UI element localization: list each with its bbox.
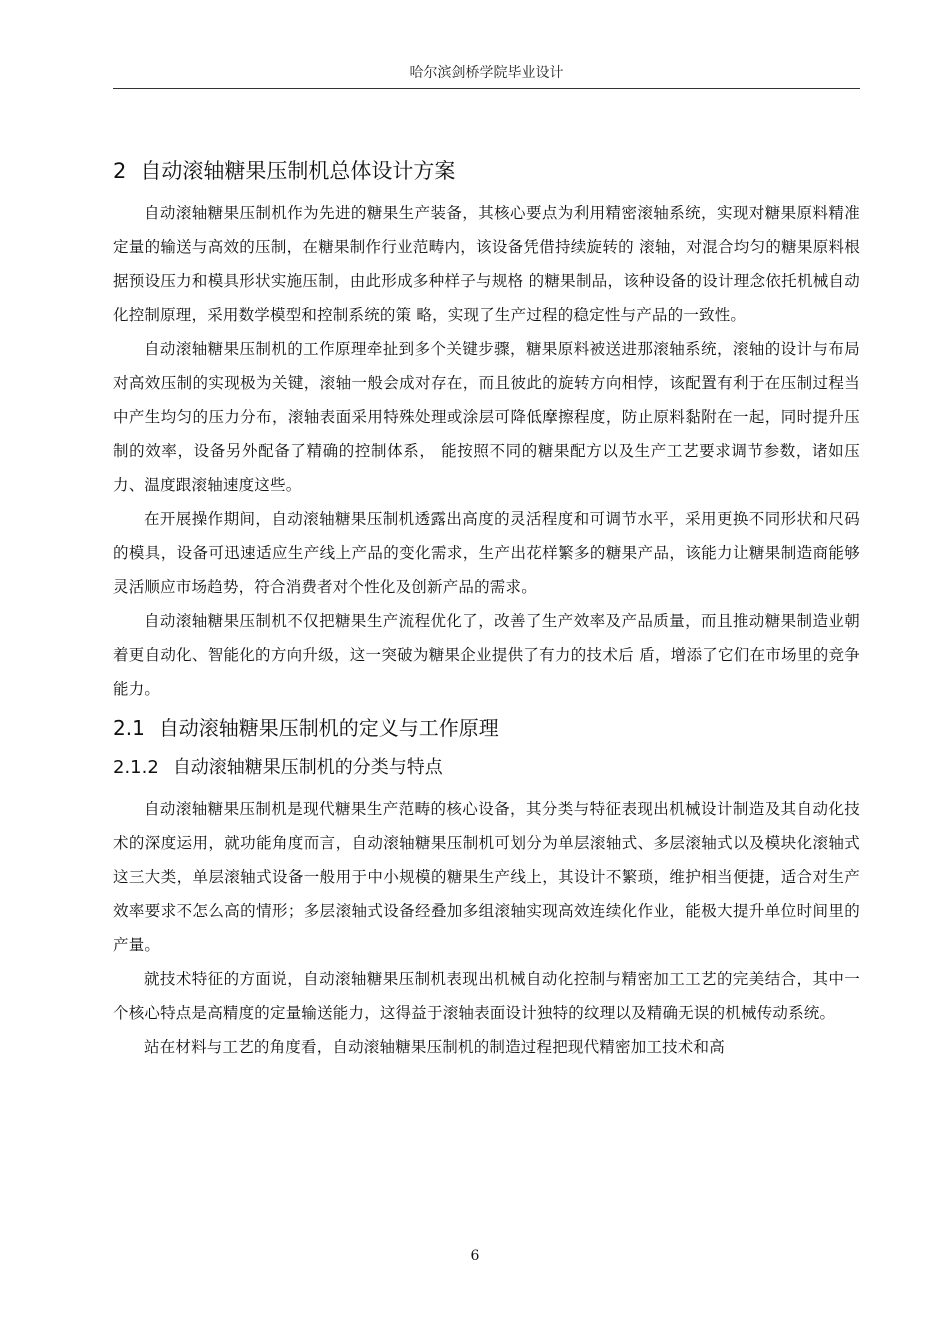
paragraph: 在开展操作期间，自动滚轴糖果压制机透露出高度的灵活程度和可调节水平，采用更换不同形状和尺码的模具，设备可迅速适应生产线上产品的变化需求，生产出花样繁多的糖果产品，该能力让糖果制造商能够灵活顺应市场趋势，符合消费者对个性化及创新产品的需求。: [113, 510, 860, 596]
paragraph: 自动滚轴糖果压制机的工作原理牵扯到多个关键步骤，糖果原料被送进那滚轴系统，滚轴的设计与布局对高效压制的实现极为关键，滚轴一般会成对存在，而且彼此的旋转方向相悖，该配置有利于在压制过程当中产生均匀的压力分布，滚轴表面采用特殊处理或涂层可降低摩擦程度，防止原料黏附在一起，同时提升压制的效率，设备另外配备了精确的控制体系， 能按照不同的糖果配方以及生产工艺要求调节参数，诸如压力、温度跟滚轴速度这些。: [113, 340, 860, 494]
paragraph: 自动滚轴糖果压制机不仅把糖果生产流程优化了，改善了生产效率及产品质量，而且推动糖果制造业朝着更自动化、智能化的方向升级，这一突破为糖果企业提供了有力的技术后 盾，增添了它们在市场里的竞争能力。: [113, 612, 860, 698]
section-heading: [113, 154, 860, 188]
subsection-heading: [113, 710, 860, 746]
paragraph: 站在材料与工艺的角度看，自动滚轴糖果压制机的制造过程把现代精密加工技术和高: [144, 1038, 725, 1056]
page-number: 6: [470, 1248, 480, 1264]
subsection-number: 2.1: [113, 716, 145, 740]
page-body: [113, 150, 860, 1064]
section-title: 自动滚轴糖果压制机总体设计方案: [140, 159, 456, 183]
subsection-title: 自动滚轴糖果压制机的定义与工作原理: [158, 716, 499, 740]
paragraph: 就技术特征的方面说，自动滚轴糖果压制机表现出机械自动化控制与精密加工工艺的完美结合，其中一个核心特点是高精度的定量输送能力，这得益于滚轴表面设计独特的纹理以及精确无误的机械传动系统。: [113, 970, 860, 1022]
subsubsection-number: 2.1.2: [113, 757, 159, 778]
subsubsection-heading: [113, 750, 860, 786]
header-divider: [113, 88, 860, 89]
section-number: 2: [113, 159, 127, 183]
running-header: 哈尔滨剑桥学院毕业设计: [409, 65, 564, 81]
paragraph: 自动滚轴糖果压制机作为先进的糖果生产装备，其核心要点为利用精密滚轴系统，实现对糖果原料精准定量的输送与高效的压制，在糖果制作行业范畴内，该设备凭借持续旋转的 滚轴，对混合均匀的糖果原料根据预设压力和模具形状实施压制，由此形成多种样子与规格 的糖果制品，该种设备的设计理念依托机械自动化控制原理，采用数学模型和控制系统的策 略，实现了生产过程的稳定性与产品的一致性。: [113, 204, 860, 324]
subsubsection-title: 自动滚轴糖果压制机的分类与特点: [172, 757, 443, 778]
paragraph: 自动滚轴糖果压制机是现代糖果生产范畴的核心设备，其分类与特征表现出机械设计制造及其自动化技术的深度运用，就功能角度而言，自动滚轴糖果压制机可划分为单层滚轴式、多层滚轴式以及模块化滚轴式这三大类，单层滚轴式设备一般用于中小规模的糖果生产线上，其设计不繁琐，维护相当便捷，适合对生产效率要求不怎么高的情形；多层滚轴式设备经叠加多组滚轴实现高效连续化作业，能极大提升单位时间里的产量。: [113, 800, 860, 954]
